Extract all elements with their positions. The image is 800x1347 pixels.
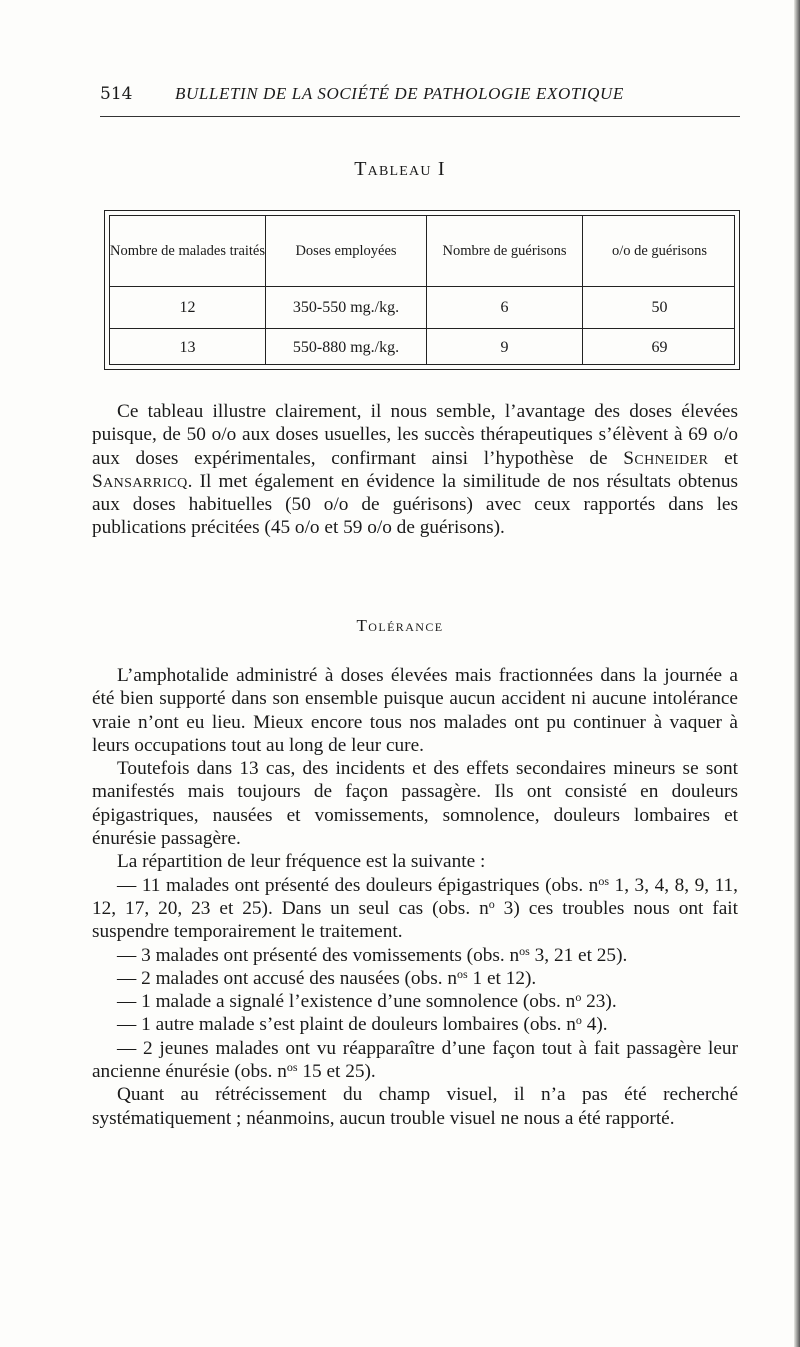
page-binding-edge [794, 0, 800, 1347]
paragraph-text: et [708, 447, 738, 469]
superscript: os [286, 1060, 298, 1075]
table-cell: 550-880 mg./kg. [292, 339, 400, 356]
paragraph-text: Ce tableau illustre clairement, il nous semble, l’avantage des doses élevées puisque, de 50 o/o aux doses usuelles, les succès thérapeutiques s’élèvent à 69 o/o aux doses expérimentales, confirmant ainsi l’hypothèse de [92, 401, 738, 469]
header-rule [100, 116, 740, 117]
item-text: — 1 malade a signalé l’existence d’une somnolence (obs. n [117, 991, 576, 1013]
section-title: Tolérance [356, 616, 444, 635]
results-table [104, 210, 740, 370]
list-item [92, 1037, 738, 1084]
item-text: — 3 malades ont présenté des vomissements (obs. n [117, 944, 520, 966]
column-header-cures: Nombre de guérisons [442, 242, 567, 259]
paragraph: Toutefois dans 13 cas, des incidents et des effets secondaires mineurs se sont manifestés mais toujours de façon passagère. Ils ont consisté en douleurs épigastriques, nausées et vomissements, somnolence, douleurs lombaires et énurésie passagère. [92, 758, 738, 850]
page-header [100, 84, 740, 112]
item-text: 23). [581, 991, 617, 1013]
superscript: o [488, 896, 495, 911]
author-name: Schneider [623, 447, 709, 469]
analysis-paragraph [92, 400, 738, 540]
item-text: — 2 jeunes malades ont vu réapparaître d’une façon tout à fait passagère leur ancienne énurésie (obs. n [92, 1037, 738, 1083]
column-header-doses: Doses employées [295, 242, 397, 259]
table-cell: 13 [179, 339, 196, 356]
list-item [92, 874, 738, 944]
table-frame [109, 215, 735, 365]
superscript: os [457, 966, 468, 981]
table-cell: 12 [179, 299, 196, 316]
table-cell: 69 [651, 339, 668, 356]
item-text: — 1 autre malade s’est plaint de douleurs lombaires (obs. n [117, 1014, 576, 1036]
paragraph: L’amphotalide administré à doses élevées mais fractionnées dans la journée a été bien supporté dans son ensemble puisque aucun accident ni aucune intolérance vraie n’ont eu lieu. Mieux encore tous nos malades ont pu continuer à vaquer à leurs occupations tout au long de leur cure. [92, 665, 738, 756]
column-header-treated: Nombre de malades traités [110, 242, 266, 259]
item-text: — 11 malades ont présenté des douleurs épigastriques (obs. n [117, 874, 599, 896]
column-header-percent: o/o de guérisons [611, 242, 708, 259]
paragraph: Quant au rétrécissement du champ visuel, il n’a pas été recherché systématiquement ; néanmoins, aucun trouble visuel ne nous a été rapporté. [92, 1084, 738, 1129]
table-cell: 9 [500, 339, 509, 356]
list-item [92, 990, 738, 1013]
item-text: 1, 3, 4, 8, 9, 11, 12, 17, 20, 23 et 25). Dans un seul cas (obs. n [92, 874, 738, 919]
superscript: o [575, 1013, 582, 1028]
table-title: Tableau I [354, 158, 446, 180]
item-text: 3) ces troubles nous ont fait suspendre temporairement le traitement. [92, 897, 738, 943]
list-item [92, 1013, 738, 1036]
superscript: os [519, 943, 530, 958]
list-item [92, 944, 738, 967]
item-text: 15 et 25). [297, 1061, 376, 1083]
running-head: BULLETIN DE LA SOCIÉTÉ DE PATHOLOGIE EXOTIQUE [175, 84, 624, 103]
superscript: os [598, 873, 609, 888]
superscript: o [575, 990, 582, 1005]
table-cell: 6 [500, 299, 509, 316]
item-text: 4). [581, 1014, 608, 1036]
list-item [92, 967, 738, 990]
paragraph: La répartition de leur fréquence est la suivante : [117, 851, 486, 873]
author-name: Sansarricq [92, 470, 188, 492]
paragraph-text: . Il met également en évidence la similitude de nos résultats obtenus aux doses habituelles (50 o/o de guérisons) avec ceux rapportés dans les publications précitées (45 o/o et 59 o/o de guérisons). [92, 470, 738, 539]
paragraph [92, 400, 738, 540]
item-text: 1 et 12). [467, 967, 537, 989]
table-cell: 350-550 mg./kg. [292, 299, 400, 316]
item-text: — 2 malades ont accusé des nausées (obs. n [117, 967, 458, 989]
item-text: 3, 21 et 25). [529, 944, 628, 966]
tolerance-section [92, 664, 738, 1130]
page-number: 514 [100, 84, 133, 104]
table-cell: 50 [651, 299, 668, 316]
